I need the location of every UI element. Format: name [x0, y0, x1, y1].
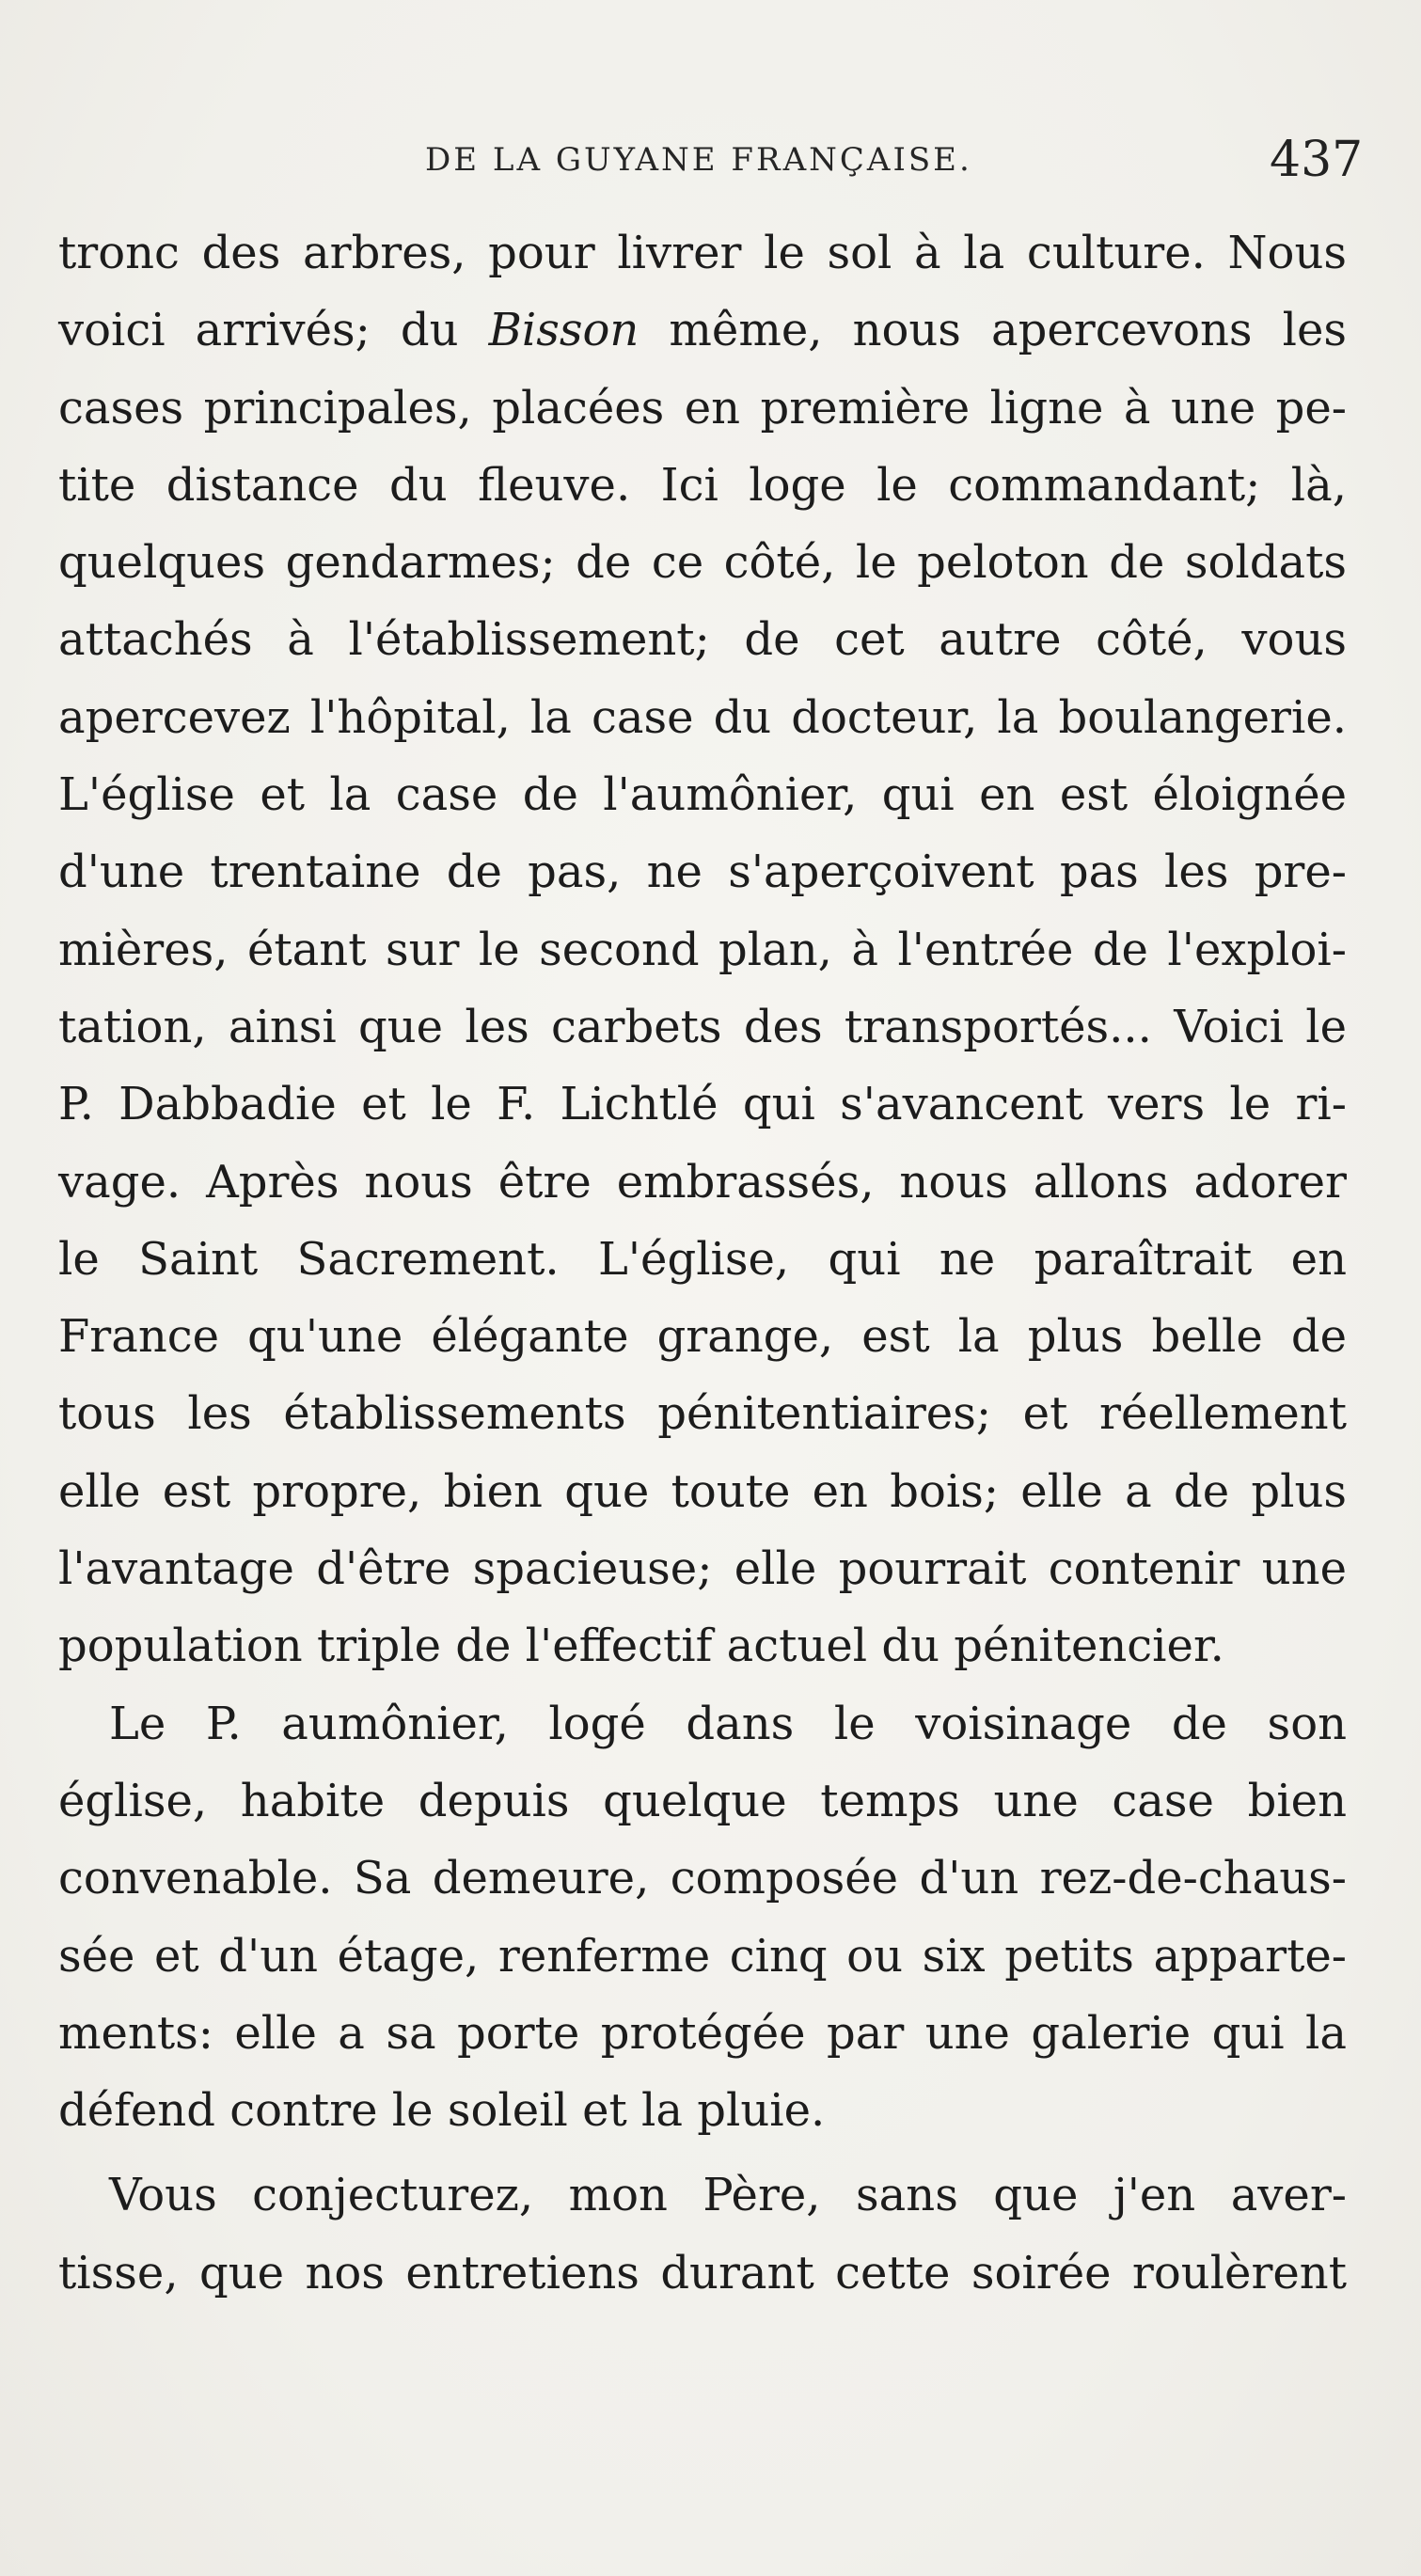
text-line: mières, étant sur le second plan, à l'entrée de l'exploi- [58, 923, 1347, 976]
text-line: attachés à l'établissement; de cet autre côté, vous [58, 613, 1347, 667]
text-line: apercevez l'hôpital, la case du docteur, la boulangerie. [58, 690, 1347, 744]
running-title: DE LA GUYANE FRANÇAISE. [425, 141, 972, 179]
text-line: église, habite depuis quelque temps une case bien [58, 1774, 1347, 1827]
text-line: tisse, que nos entretiens durant cette soirée roulèrent [58, 2246, 1347, 2299]
text-span: même, nous apercevons les [639, 304, 1348, 357]
text-line: défend contre le soleil et la pluie. [58, 2084, 826, 2138]
text-line: elle est propre, bien que toute en bois; elle a de plus [58, 1464, 1347, 1518]
text-line: Vous conjecturez, mon Père, sans que j'en aver- [109, 2169, 1347, 2222]
text-line [58, 292, 1347, 369]
text-line: tronc des arbres, pour livrer le sol à la culture. Nous [58, 227, 1347, 279]
text-line: convenable. Sa demeure, composée d'un rez-de-chaus- [58, 1852, 1347, 1905]
text-line: France qu'une élégante grange, est la plus belle de [58, 1310, 1347, 1364]
text-line: cases principales, placées en première ligne à une pe- [58, 381, 1347, 435]
text-line: quelques gendarmes; de ce côté, le peloton de soldats [58, 536, 1347, 590]
text-line: population triple de l'effectif actuel du pénitencier. [58, 1620, 1224, 1673]
body-text [58, 214, 1347, 2312]
text-line: vage. Après nous être embrassés, nous allons adorer [58, 1155, 1347, 1209]
text-line: tite distance du fleuve. Ici loge le commandant; là, [58, 458, 1347, 512]
text-line: L'église et la case de l'aumônier, qui en est éloignée [58, 768, 1347, 822]
page-header [0, 132, 1421, 198]
page-number: 437 [1270, 132, 1364, 188]
text-line: l'avantage d'être spacieuse; elle pourrait contenir une [58, 1542, 1347, 1596]
text-line: d'une trentaine de pas, ne s'aperçoivent pas les pre- [58, 845, 1347, 899]
text-line: tous les établissements pénitentiaires; et réellement [58, 1387, 1347, 1441]
text-span: voici arrivés; du [58, 304, 489, 357]
text-line: Le P. aumônier, logé dans le voisinage de son [109, 1697, 1347, 1750]
text-line: sée et d'un étage, renferme cinq ou six petits apparte- [58, 1929, 1347, 1983]
italic-ship-name: Bisson [488, 304, 639, 357]
text-line: tation, ainsi que les carbets des transportés... Voici le [58, 1000, 1347, 1053]
text-line: le Saint Sacrement. L'église, qui ne paraîtrait en [58, 1232, 1347, 1286]
text-line: P. Dabbadie et le F. Lichtlé qui s'avancent vers le ri- [58, 1078, 1347, 1131]
text-line: ments: elle a sa porte protégée par une galerie qui la [58, 2006, 1347, 2060]
